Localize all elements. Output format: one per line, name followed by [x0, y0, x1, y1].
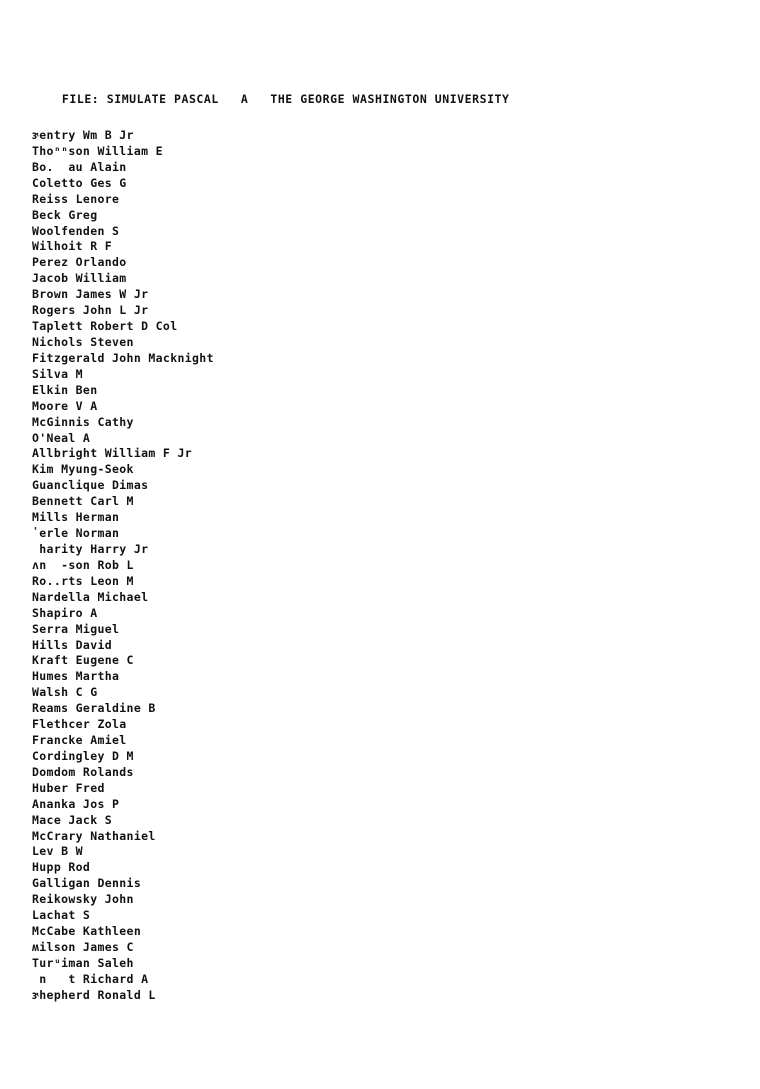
name-entry: Perez Orlando [32, 255, 127, 270]
name-entry: Cordingley D M [32, 748, 134, 763]
name-entry: Taplett Robert D Col [32, 319, 178, 334]
name-entry: Huber Fred [32, 780, 105, 795]
name-entry: Reikowsky John [32, 892, 134, 907]
name-entry: ɝentry Wm B Jr [32, 128, 134, 142]
institution-name: THE GEORGE WASHINGTON UNIVERSITY [270, 92, 510, 106]
name-entry: Brown James W Jr [32, 287, 149, 302]
name-entry: ɝhepherd Ronald L [32, 987, 156, 1002]
name-entry: Elkin Ben [32, 382, 98, 397]
name-entry: Humes Martha [32, 669, 120, 684]
name-entry: Reiss Lenore [32, 191, 120, 206]
name-entry: Lev B W [32, 844, 83, 859]
name-entry: n t Richard A [32, 971, 149, 986]
name-entry: Nardella Michael [32, 589, 149, 604]
name-entry: Kraft Eugene C [32, 653, 134, 668]
name-entry: Coletto Ges G [32, 175, 127, 190]
name-entry: Ro..rts Leon M [32, 573, 134, 588]
name-entry: Rogers John L Jr [32, 303, 149, 318]
name-entry: Kim Myung-Seok [32, 462, 134, 477]
name-entry: Wilhoit R F [32, 239, 113, 254]
name-entry: Bo. au Alain [32, 159, 127, 174]
name-entry: ʍilson James C [32, 940, 134, 955]
file-mode: A [240, 92, 249, 106]
name-entry: Flethcer Zola [32, 717, 127, 732]
name-entry: Galligan Dennis [32, 876, 142, 891]
name-entry: Silva M [32, 366, 83, 381]
name-entry: Domdom Rolands [32, 764, 134, 779]
name-entry: Mace Jack S [32, 812, 113, 827]
name-entry: Thoⁿⁿson William E [32, 143, 163, 158]
name-entry: O'Neal A [32, 430, 91, 445]
printout-header [32, 78, 510, 120]
name-entry: ʽerle Norman [32, 526, 120, 541]
name-entry: Fitzgerald John Macknight [32, 350, 214, 365]
name-entry: Francke Amiel [32, 733, 127, 748]
file-label: FILE: SIMULATE PASCAL [61, 92, 219, 106]
name-entry: harity Harry Jr [32, 541, 149, 556]
name-entry: Mills Herman [32, 510, 120, 525]
name-entry: Woolfenden S [32, 223, 120, 238]
name-entry: Bennett Carl M [32, 494, 134, 509]
name-entry: McCabe Kathleen [32, 924, 142, 939]
name-entry: Hills David [32, 637, 113, 652]
name-entry: Hupp Rod [32, 860, 91, 875]
name-entry: Jacob William [32, 271, 127, 286]
name-entry: Lachat S [32, 908, 91, 923]
name-entry: Turᵘiman Saleh [32, 955, 134, 970]
name-entry: ʌn -son Rob L [32, 557, 134, 572]
name-entry: Moore V A [32, 398, 98, 413]
name-entry: Walsh C G [32, 685, 98, 700]
name-entry: Shapiro A [32, 605, 98, 620]
name-entry: Guanclique Dimas [32, 478, 149, 493]
name-entry: Allbright William F Jr [32, 446, 193, 461]
name-entry: Serra Miguel [32, 621, 120, 636]
name-entry: Beck Greg [32, 207, 98, 222]
name-entry: Reams Geraldine B [32, 701, 156, 716]
name-entry: Ananka Jos P [32, 796, 120, 811]
name-entry: McGinnis Cathy [32, 414, 134, 429]
name-entry: Nichols Steven [32, 334, 134, 349]
name-entry: McCrary Nathaniel [32, 828, 156, 843]
name-list [32, 128, 214, 1004]
